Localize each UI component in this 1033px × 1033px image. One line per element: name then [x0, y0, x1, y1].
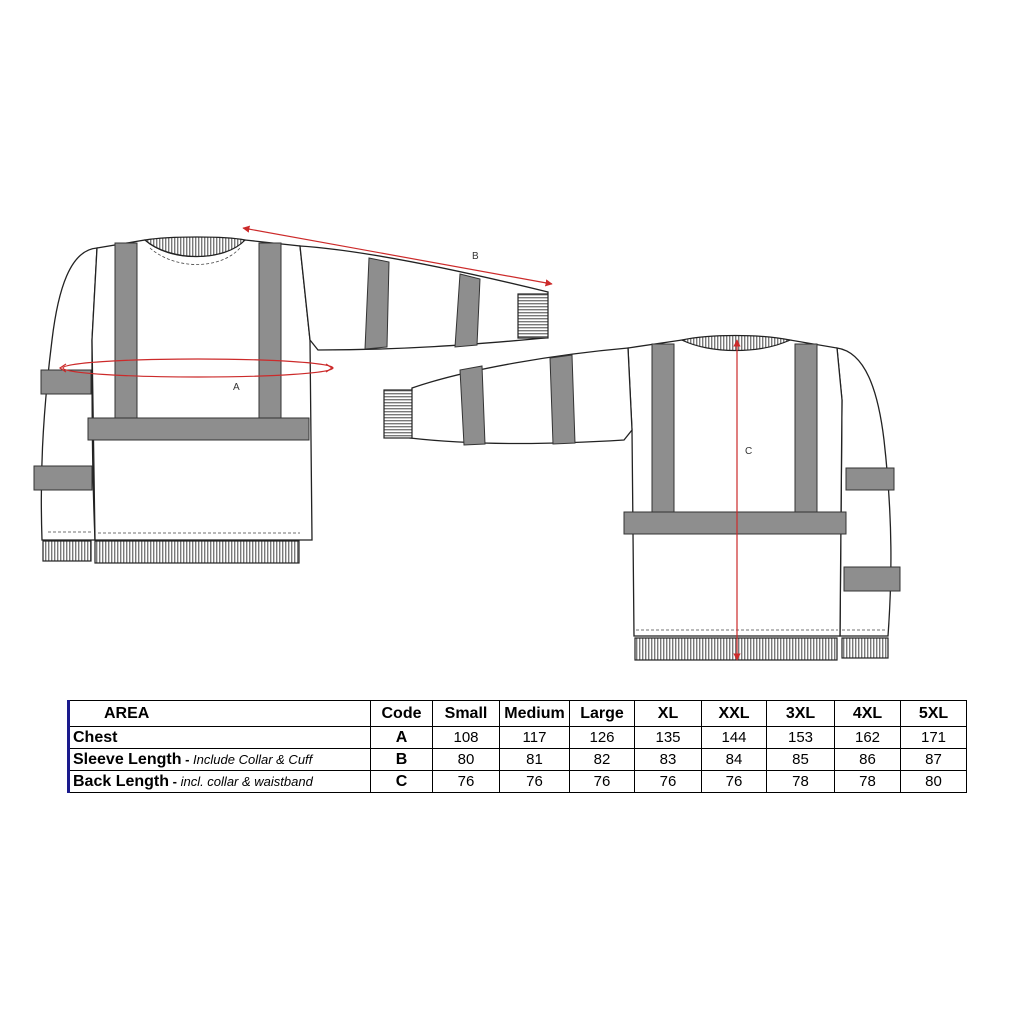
value-cell: 76	[500, 771, 570, 793]
value-cell: 135	[635, 727, 702, 749]
value-cell: 81	[500, 749, 570, 771]
area-name: Chest	[73, 728, 118, 746]
value-cell: 87	[901, 749, 967, 771]
value-cell: 78	[767, 771, 835, 793]
table-row	[69, 727, 967, 749]
size-header: 5XL	[901, 701, 967, 727]
code-cell: C	[371, 771, 433, 793]
back-arm-band-1	[460, 366, 485, 445]
size-header: XL	[635, 701, 702, 727]
area-cell	[69, 771, 371, 793]
value-cell: 153	[767, 727, 835, 749]
back-sleeve-band-lower	[844, 567, 900, 591]
value-cell: 162	[835, 727, 901, 749]
area-note: Include Collar & Cuff	[193, 751, 313, 767]
value-cell: 78	[835, 771, 901, 793]
front-right-sleeve	[300, 246, 548, 350]
front-chest-band	[88, 418, 309, 440]
front-waistband	[95, 541, 299, 563]
area-note: incl. collar & waistband	[180, 773, 313, 789]
back-right-cuff	[842, 638, 888, 658]
back-arm-band-2	[550, 355, 575, 444]
area-cell	[69, 727, 371, 749]
value-cell: 126	[570, 727, 635, 749]
value-cell: 76	[635, 771, 702, 793]
area-name: Back Length	[73, 772, 170, 790]
back-left-sleeve	[410, 348, 632, 444]
value-cell: 82	[570, 749, 635, 771]
front-arm-band-1	[365, 258, 389, 349]
code-header: Code	[371, 701, 433, 727]
size-header: 4XL	[835, 701, 901, 727]
value-cell: 80	[901, 771, 967, 793]
area-note-separator: -	[169, 773, 181, 789]
value-cell: 86	[835, 749, 901, 771]
back-brace-right	[795, 344, 817, 512]
table-header-row	[69, 701, 967, 727]
value-cell: 84	[702, 749, 767, 771]
value-cell: 83	[635, 749, 702, 771]
area-name: Sleeve Length	[73, 750, 182, 768]
area-cell	[69, 749, 371, 771]
front-sleeve-band-upper	[41, 370, 91, 394]
value-cell: 144	[702, 727, 767, 749]
area-header: AREA	[69, 701, 371, 727]
back-right-sleeve	[837, 348, 891, 636]
front-sleeve-cuff	[518, 294, 548, 338]
size-header: Large	[570, 701, 635, 727]
back-brace-left	[652, 344, 674, 512]
front-brace-right	[259, 243, 281, 418]
label-b: B	[472, 251, 479, 262]
table-row	[69, 749, 967, 771]
front-sleeve-band-lower	[34, 466, 92, 490]
size-header: 3XL	[767, 701, 835, 727]
front-arm-band-2	[455, 274, 480, 347]
value-cell: 85	[767, 749, 835, 771]
size-header: Medium	[500, 701, 570, 727]
value-cell: 117	[500, 727, 570, 749]
value-cell: 171	[901, 727, 967, 749]
front-left-cuff	[43, 541, 91, 561]
back-sleeve-cuff	[384, 390, 412, 438]
table-row	[69, 771, 967, 793]
value-cell: 80	[433, 749, 500, 771]
back-chest-band	[624, 512, 846, 534]
code-cell: A	[371, 727, 433, 749]
size-header: XXL	[702, 701, 767, 727]
value-cell: 76	[702, 771, 767, 793]
label-a: A	[233, 382, 240, 393]
value-cell: 108	[433, 727, 500, 749]
label-c: C	[745, 446, 753, 457]
value-cell: 76	[570, 771, 635, 793]
size-header: Small	[433, 701, 500, 727]
size-chart-table	[67, 700, 967, 793]
value-cell: 76	[433, 771, 500, 793]
back-sleeve-band-upper	[846, 468, 894, 490]
area-note-separator: -	[181, 751, 194, 767]
front-brace-left	[115, 243, 137, 418]
back-waistband	[635, 638, 837, 660]
back-view	[384, 336, 900, 661]
code-cell: B	[371, 749, 433, 771]
